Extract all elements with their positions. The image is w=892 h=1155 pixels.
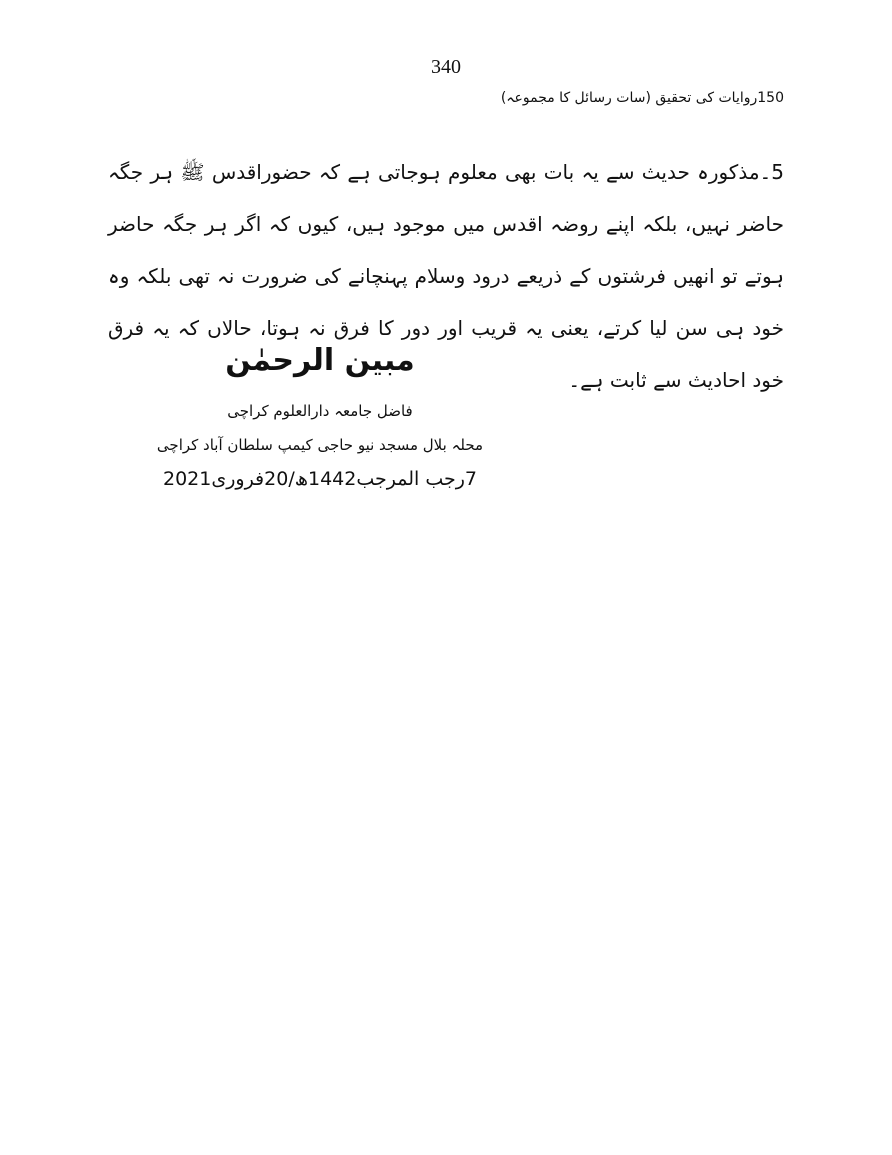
signature-date: 7رجب المرجب1442ھ/20فروری2021 xyxy=(162,468,478,490)
body-paragraph: 5۔مذکورہ حدیث سے یہ بات بھی معلوم ہوجاتی ہے کہ حضوراقدس ﷺ ہر جگہ حاضر نہیں، بلکہ اپنے روضہ اقدس میں موجود ہیں، کیوں کہ اگر ہر جگہ حاضر ہوتے تو انھیں فرشتوں کے ذریعے درود وسلام پہنچانے کی ضرورت نہ تھی بلکہ وہ خود ہی سن لیا کرتے، یعنی یہ قریب اور دور کا فرق نہ ہوتا، حالاں کہ یہ فرق خود احادیث سے ثابت ہے۔ xyxy=(108,160,784,392)
signature-affiliation: فاضل جامعہ دارالعلوم کراچی xyxy=(227,402,413,420)
signature-name: مبین الرحمٰن xyxy=(225,343,415,378)
signature-address: محلہ بلال مسجد نیو حاجی کیمپ سلطان آباد کراچی xyxy=(156,436,484,454)
signature-block xyxy=(150,336,490,496)
page-number: 340 xyxy=(431,56,461,78)
running-header: 150روایات کی تحقیق (سات رسائل کا مجموعہ) xyxy=(500,90,784,106)
